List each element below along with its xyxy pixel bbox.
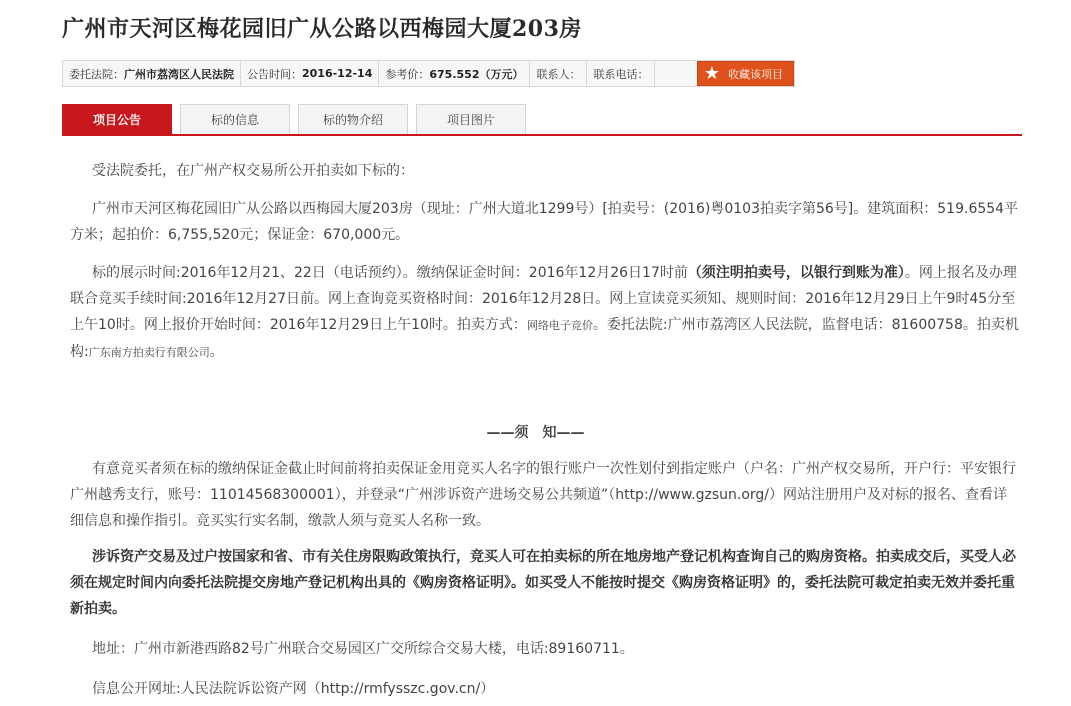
schedule-part-b: 。网上报名及办理联合竞买手续时间:2016年12月27日前。网上查询竞买资格时间：2016年12月28日。网上宣读竞买须知、规则时间：2016年12月29日上午9时45分至上午10时。网上报价开始时间：2016年12月29日上午10时。拍卖方式： <box>70 265 1017 333</box>
page-title: 广州市天河区梅花园旧广从公路以西梅园大厦203房 <box>62 16 582 42</box>
tab-announcement[interactable]: 项目公告 <box>62 104 172 134</box>
court-cell <box>63 61 241 86</box>
contact-label: 联系人： <box>536 67 581 81</box>
address-value: 地址：广州市新港西路82号广州联合交易园区广交所综合交易大楼，电话:89160711。 <box>92 641 634 657</box>
tab-item-images[interactable]: 项目图片 <box>416 104 526 134</box>
favorite-label: 收藏该项目 <box>728 67 783 81</box>
schedule-part-a: 标的展示时间:2016年12月21、22日（电话预约）。缴纳保证金时间：2016年12月26日17时前 <box>92 265 688 281</box>
notice-paragraph-1 <box>70 456 1020 534</box>
notice-paragraph-2 <box>70 544 1020 622</box>
price-value: 675.552（万元） <box>429 67 524 81</box>
info-bar <box>62 60 795 87</box>
time-label: 公告时间： <box>247 67 302 81</box>
notice-1-text: 有意竞买者须在标的缴纳保证金截止时间前将拍卖保证金用竞买人名字的银行账户一次性划付到指定账户（户名：广州产权交易所，开户行：平安银行广州越秀支行，账号：11014568300001），并登录“广州涉诉资产进场交易公共频道”（http://www.gzsun.org/）网站注册用户及对标的报名、查看详细信息和操作指引。竞买实行实名制，缴款人须与竞买人名称一致。 <box>70 461 1016 529</box>
auction-method: 网络电子竞价 <box>526 319 593 332</box>
star-icon: ★ <box>703 62 720 84</box>
tab-item-intro[interactable]: 标的物介绍 <box>298 104 408 134</box>
tab-bar <box>62 104 1022 136</box>
price-label: 参考价： <box>385 67 430 81</box>
contact-cell <box>530 61 587 86</box>
schedule-bold: （须注明拍卖号，以银行到账为准） <box>687 265 905 281</box>
time-value: 2016-12-14 <box>302 67 373 80</box>
schedule-part-c: 。委托法院:广州市荔湾区人民法院，监督电话：81600758。拍卖机构: <box>70 317 1019 360</box>
tab-item-info[interactable]: 标的信息 <box>180 104 290 134</box>
notice-2-text: 涉诉资产交易及过户按国家和省、市有关住房限购政策执行，竞买人可在拍卖标的所在地房地产登记机构查询自己的购房资格。拍卖成交后，买受人必须在规定时间内向委托法院提交房地产登记机构出具的《购房资格证明》。如买受人不能按时提交《购房资格证明》的，委托法院可裁定拍卖无效并委托重新拍卖。 <box>70 549 1016 617</box>
website-value: 信息公开网址:人民法院诉讼资产网（http://rmfysszc.gov.cn/） <box>92 681 495 697</box>
intro-text: 受法院委托，在广州产权交易所公开拍卖如下标的： <box>92 163 414 179</box>
phone-cell <box>587 61 655 86</box>
phone-label: 联系电话： <box>593 67 649 81</box>
schedule-part-d: 。 <box>209 344 224 360</box>
item-text: 广州市天河区梅花园旧广从公路以西梅园大厦203房（现址：广州大道北1299号）[拍卖号：(2016)粤0103拍卖字第56号]。建筑面积：519.6554平方米；起拍价：6,755,520元；保证金：670,000元。 <box>70 201 1019 243</box>
price-cell <box>379 61 530 86</box>
address-text <box>70 636 1020 662</box>
time-cell <box>241 61 379 86</box>
item-description <box>70 196 1020 248</box>
favorite-button[interactable] <box>697 61 794 86</box>
notice-heading: ——须 知—— <box>486 425 585 441</box>
website-text <box>70 676 1020 702</box>
court-value: 广州市荔湾区人民法院 <box>124 67 234 81</box>
court-label: 委托法院： <box>69 67 124 81</box>
schedule-text <box>70 260 1020 366</box>
auction-agency: 广东南方拍卖行有限公司 <box>88 346 210 359</box>
